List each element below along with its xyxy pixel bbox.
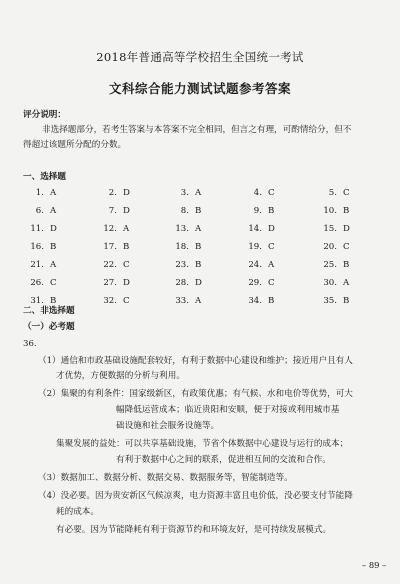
question-number: 25. bbox=[323, 260, 337, 270]
question-number: 17. bbox=[103, 242, 117, 252]
question-number: 9. bbox=[253, 206, 262, 216]
answer-item bbox=[22, 242, 56, 252]
answer-item bbox=[167, 296, 201, 306]
answer-item bbox=[240, 242, 275, 252]
answer-item bbox=[95, 242, 129, 252]
answer-item bbox=[167, 206, 201, 216]
question-number: 23. bbox=[175, 260, 189, 270]
answer-part-3: （3）数据加工、数据分析、数据交易、数据服务等，智能制造等。 bbox=[38, 473, 293, 483]
question-number: 11. bbox=[30, 224, 44, 234]
answer-letter: A bbox=[195, 188, 202, 198]
answer-part-4-line-1: （4）没必要。因为贵安新区气候凉爽，电力资源丰富且电价低，没必要支付节能降 bbox=[38, 491, 353, 501]
answer-letter: D bbox=[50, 224, 57, 234]
answer-part-2-line-1: （2）集聚的有利条件：国家级新区，有政策优惠；有气候、水和电价等优势，可大 bbox=[38, 389, 353, 399]
answer-letter: D bbox=[343, 224, 350, 234]
answer-part-2-line-4: 集聚发展的益处：可以共享基础设施，节省个体数据中心建设与运行的成本； bbox=[56, 439, 349, 449]
answer-part-2-line-5: 有利于数据中心之间的联系，促进相互间的交流和合作。 bbox=[116, 455, 331, 465]
answer-item bbox=[22, 296, 56, 306]
answer-item bbox=[95, 260, 130, 270]
answer-item bbox=[22, 206, 56, 216]
question-number: 2. bbox=[108, 188, 117, 198]
question-number: 36. bbox=[23, 339, 37, 349]
question-number: 30. bbox=[323, 278, 337, 288]
question-number: 15. bbox=[323, 224, 337, 234]
question-number: 3. bbox=[180, 188, 189, 198]
question-number: 21. bbox=[30, 260, 44, 270]
answer-letter: B bbox=[123, 242, 130, 252]
question-number: 14. bbox=[248, 224, 262, 234]
section-nonchoice-heading: 二、非选择题 bbox=[23, 306, 75, 316]
question-number: 8. bbox=[180, 206, 189, 216]
answer-item bbox=[167, 278, 202, 288]
answer-item bbox=[95, 224, 129, 234]
answer-part-2-line-3: 础设施和社会服务设施等。 bbox=[116, 421, 220, 431]
answer-letter: C bbox=[123, 296, 130, 306]
answer-letter: B bbox=[268, 206, 275, 216]
answer-letter: B bbox=[343, 206, 350, 216]
question-number: 7. bbox=[108, 206, 117, 216]
question-number: 16. bbox=[30, 242, 44, 252]
question-number: 26. bbox=[30, 278, 44, 288]
answer-item bbox=[315, 224, 350, 234]
answer-item bbox=[240, 206, 274, 216]
question-number: 4. bbox=[253, 188, 262, 198]
answer-letter: D bbox=[195, 278, 202, 288]
answer-letter: A bbox=[50, 188, 57, 198]
answer-item bbox=[167, 260, 201, 270]
answer-item bbox=[315, 242, 350, 252]
answer-item bbox=[315, 206, 349, 216]
question-number: 12. bbox=[103, 224, 117, 234]
answer-item bbox=[22, 188, 56, 198]
question-number: 6. bbox=[35, 206, 44, 216]
answer-letter: B bbox=[50, 296, 57, 306]
answer-letter: B bbox=[195, 206, 202, 216]
question-number: 27. bbox=[103, 278, 117, 288]
grading-heading: 评分说明： bbox=[23, 110, 66, 120]
answer-item bbox=[167, 224, 201, 234]
question-number: 31. bbox=[30, 296, 44, 306]
answer-letter: A bbox=[195, 224, 202, 234]
question-number: 5. bbox=[328, 188, 337, 198]
answer-item bbox=[22, 260, 56, 270]
question-number: 18. bbox=[175, 242, 189, 252]
answer-letter: A bbox=[50, 206, 57, 216]
answer-letter: B bbox=[268, 296, 275, 306]
question-number: 22. bbox=[103, 260, 117, 270]
answer-item bbox=[240, 278, 275, 288]
question-number: 24. bbox=[248, 260, 262, 270]
answer-letter: A bbox=[343, 278, 350, 288]
grading-text-line-2: 得超过该题所分配的分数。 bbox=[23, 140, 127, 150]
answer-letter: C bbox=[123, 260, 130, 270]
answer-letter: A bbox=[195, 296, 202, 306]
answer-item bbox=[315, 188, 350, 198]
answer-item bbox=[95, 206, 130, 216]
answer-letter: B bbox=[195, 260, 202, 270]
question-number: 32. bbox=[103, 296, 117, 306]
answer-letter: D bbox=[123, 188, 130, 198]
question-number: 19. bbox=[248, 242, 262, 252]
answer-letter: C bbox=[343, 188, 350, 198]
answer-part-4-line-3: 有必要。因为节能降耗有利于资源节约和环境友好，是可持续发展模式。 bbox=[56, 525, 332, 535]
answer-item bbox=[240, 224, 275, 234]
question-number: 1. bbox=[35, 188, 44, 198]
answer-part-1-line-2: 才优势，方便数据的分析与利用。 bbox=[56, 371, 185, 381]
answer-item bbox=[315, 260, 349, 270]
answer-letter: A bbox=[123, 224, 130, 234]
answer-part-2-line-2: 幅降低运营成本；临近贵阳和安顺，便于对接或利用城市基 bbox=[116, 405, 340, 415]
answer-letter: A bbox=[268, 260, 275, 270]
answer-item bbox=[95, 296, 130, 306]
answer-letter: B bbox=[343, 296, 350, 306]
answer-item bbox=[240, 296, 274, 306]
answer-letter: C bbox=[50, 278, 57, 288]
question-number: 28. bbox=[175, 278, 189, 288]
answer-letter: B bbox=[195, 242, 202, 252]
question-number: 20. bbox=[323, 242, 337, 252]
question-number: 34. bbox=[248, 296, 262, 306]
section-choice-heading: 一、选择题 bbox=[23, 172, 66, 182]
answer-item bbox=[22, 278, 57, 288]
question-number: 33. bbox=[175, 296, 189, 306]
answer-letter: D bbox=[123, 206, 130, 216]
answer-letter: B bbox=[50, 242, 57, 252]
grading-text-line-1: 非选择题部分，若考生答案与本答案不完全相同，但言之有理，可酌情给分，但不 bbox=[42, 125, 352, 135]
answer-letter: C bbox=[268, 242, 275, 252]
answer-item bbox=[315, 278, 349, 288]
answer-item bbox=[95, 188, 130, 198]
answer-item bbox=[240, 188, 275, 198]
answer-letter: A bbox=[50, 260, 57, 270]
question-number: 29. bbox=[248, 278, 262, 288]
question-number: 35. bbox=[323, 296, 337, 306]
answer-letter: D bbox=[123, 278, 130, 288]
answer-item bbox=[22, 224, 57, 234]
answer-item bbox=[167, 242, 201, 252]
answer-part-1-line-1: （1）通信和市政基础设施配套较好，有利于数据中心建设和维护；接近用户且有人 bbox=[38, 356, 353, 366]
answer-letter: D bbox=[268, 224, 275, 234]
document-title: 2018年普通高等学校招生全国统一考试 bbox=[96, 50, 304, 64]
question-number: 13. bbox=[175, 224, 189, 234]
page-number: – 89 – bbox=[362, 560, 387, 570]
answer-letter: C bbox=[268, 188, 275, 198]
answer-part-4-line-2: 耗的成本。 bbox=[56, 507, 99, 517]
answer-item bbox=[167, 188, 201, 198]
answer-letter: B bbox=[343, 260, 350, 270]
question-number: 10. bbox=[323, 206, 337, 216]
answer-letter: C bbox=[268, 278, 275, 288]
document-subtitle: 文科综合能力测试试题参考答案 bbox=[108, 81, 291, 96]
answer-item bbox=[240, 260, 274, 270]
answer-item bbox=[95, 278, 130, 288]
answer-letter: C bbox=[343, 242, 350, 252]
required-subsection-heading: （一）必考题 bbox=[23, 322, 75, 332]
answer-item bbox=[315, 296, 349, 306]
